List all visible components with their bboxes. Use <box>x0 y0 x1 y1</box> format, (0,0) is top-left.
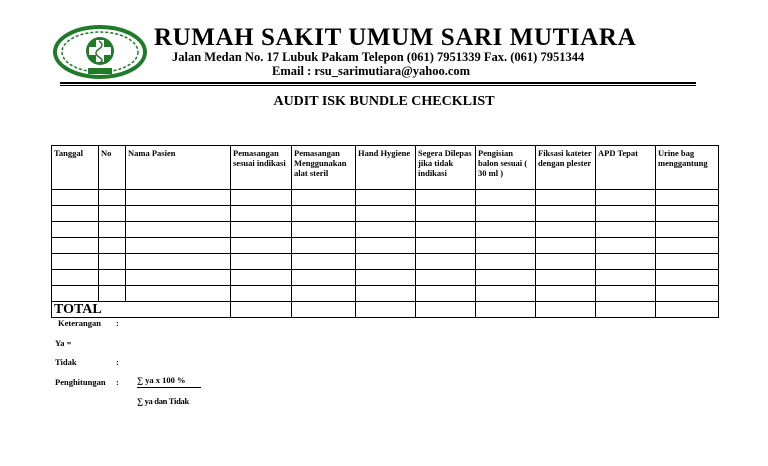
table-cell <box>356 238 416 254</box>
table-cell <box>52 286 99 302</box>
table-cell <box>231 286 292 302</box>
column-header: Pengisian balon sesuai ( 30 ml ) <box>476 146 536 190</box>
table-cell <box>536 286 596 302</box>
table-cell <box>356 270 416 286</box>
table-cell <box>536 190 596 206</box>
table-cell <box>656 238 719 254</box>
tidak-label: Tidak <box>55 357 77 367</box>
column-header: APD Tepat <box>596 146 656 190</box>
page-title: AUDIT ISK BUNDLE CHECKLIST <box>273 94 495 109</box>
total-cell <box>476 302 536 318</box>
total-label: TOTAL <box>52 302 231 318</box>
table-cell <box>126 206 231 222</box>
table-cell <box>416 286 476 302</box>
table-cell <box>476 254 536 270</box>
table-cell <box>126 270 231 286</box>
table-header-row <box>52 146 719 190</box>
column-header: Segera Dilepas jika tidak indikasi <box>416 146 476 190</box>
tidak-colon: : <box>116 357 119 367</box>
table-cell <box>292 286 356 302</box>
table-cell <box>596 286 656 302</box>
table-row <box>52 190 719 206</box>
table-cell <box>292 190 356 206</box>
table-cell <box>656 206 719 222</box>
formula-fraction-line <box>137 387 201 388</box>
column-header: Nama Pasien <box>126 146 231 190</box>
table-cell <box>596 206 656 222</box>
total-cell <box>536 302 596 318</box>
table-cell <box>416 206 476 222</box>
table-row <box>52 206 719 222</box>
table-cell <box>99 190 126 206</box>
table-cell <box>416 190 476 206</box>
table-cell <box>536 206 596 222</box>
table-cell <box>52 270 99 286</box>
table-cell <box>476 238 536 254</box>
formula-numerator: ∑ ya x 100 % <box>137 375 186 385</box>
table-cell <box>126 190 231 206</box>
table-row <box>52 254 719 270</box>
table-cell <box>356 190 416 206</box>
penghitungan-colon: : <box>116 377 119 387</box>
table-cell <box>292 254 356 270</box>
hospital-address: Jalan Medan No. 17 Lubuk Pakam Telepon (061) 7951339 Fax. (061) 7951344 <box>172 50 585 64</box>
table-row <box>52 270 719 286</box>
table-cell <box>536 222 596 238</box>
table-cell <box>292 238 356 254</box>
header-rule-thick <box>60 82 696 84</box>
column-header: No <box>99 146 126 190</box>
total-cell <box>656 302 719 318</box>
table-cell <box>231 222 292 238</box>
table-cell <box>356 286 416 302</box>
keterangan-colon: : <box>116 318 119 328</box>
table-cell <box>476 222 536 238</box>
table-cell <box>231 238 292 254</box>
header-rule-thin <box>60 85 696 86</box>
table-cell <box>231 206 292 222</box>
table-cell <box>416 270 476 286</box>
table-cell <box>99 238 126 254</box>
hospital-name: RUMAH SAKIT UMUM SARI MUTIARA <box>154 24 637 51</box>
total-cell <box>596 302 656 318</box>
column-header: Tanggal <box>52 146 99 190</box>
table-cell <box>52 238 99 254</box>
table-cell <box>536 270 596 286</box>
table-cell <box>52 190 99 206</box>
table-cell <box>656 222 719 238</box>
penghitungan-label: Penghitungan <box>55 377 106 387</box>
table-cell <box>416 238 476 254</box>
table-cell <box>231 254 292 270</box>
table-cell <box>536 254 596 270</box>
table-cell <box>596 222 656 238</box>
column-header: Pemasangan Menggunakan alat steril <box>292 146 356 190</box>
total-cell <box>231 302 292 318</box>
table-cell <box>356 222 416 238</box>
total-cell <box>292 302 356 318</box>
table-cell <box>476 190 536 206</box>
column-header: Fiksasi kateter dengan plester <box>536 146 596 190</box>
table-cell <box>126 254 231 270</box>
table-cell <box>596 190 656 206</box>
table-cell <box>356 254 416 270</box>
table-row <box>52 286 719 302</box>
keterangan-label: Keterangan <box>58 318 101 328</box>
table-cell <box>596 270 656 286</box>
total-cell <box>356 302 416 318</box>
hospital-logo-icon <box>52 24 148 80</box>
table-cell <box>416 254 476 270</box>
table-cell <box>126 222 231 238</box>
table-cell <box>52 206 99 222</box>
table-cell <box>476 286 536 302</box>
table-cell <box>292 270 356 286</box>
ya-label: Ya = <box>55 338 72 348</box>
table-row <box>52 222 719 238</box>
table-cell <box>356 206 416 222</box>
table-cell <box>476 270 536 286</box>
table-cell <box>99 286 126 302</box>
table-cell <box>596 254 656 270</box>
hospital-email: Email : rsu_sarimutiara@yahoo.com <box>272 64 471 78</box>
table-row <box>52 238 719 254</box>
table-cell <box>231 270 292 286</box>
column-header: Urine bag menggantung <box>656 146 719 190</box>
column-header: Hand Hygiene <box>356 146 416 190</box>
table-cell <box>656 286 719 302</box>
total-row <box>52 302 719 318</box>
table-cell <box>656 190 719 206</box>
table-cell <box>52 222 99 238</box>
table-cell <box>99 206 126 222</box>
table-cell <box>292 206 356 222</box>
table-cell <box>126 286 231 302</box>
table-cell <box>99 254 126 270</box>
formula-denominator: ∑ ya dan Tidak <box>137 396 189 406</box>
table-cell <box>476 206 536 222</box>
table-cell <box>656 270 719 286</box>
table-cell <box>292 222 356 238</box>
table-cell <box>126 238 231 254</box>
audit-checklist-table <box>51 145 719 318</box>
table-cell <box>536 238 596 254</box>
total-cell <box>416 302 476 318</box>
column-header: Pemasangan sesuai indikasi <box>231 146 292 190</box>
table-cell <box>656 254 719 270</box>
table-cell <box>596 238 656 254</box>
table-cell <box>99 222 126 238</box>
table-cell <box>416 222 476 238</box>
table-cell <box>231 190 292 206</box>
table-cell <box>99 270 126 286</box>
table-cell <box>52 254 99 270</box>
